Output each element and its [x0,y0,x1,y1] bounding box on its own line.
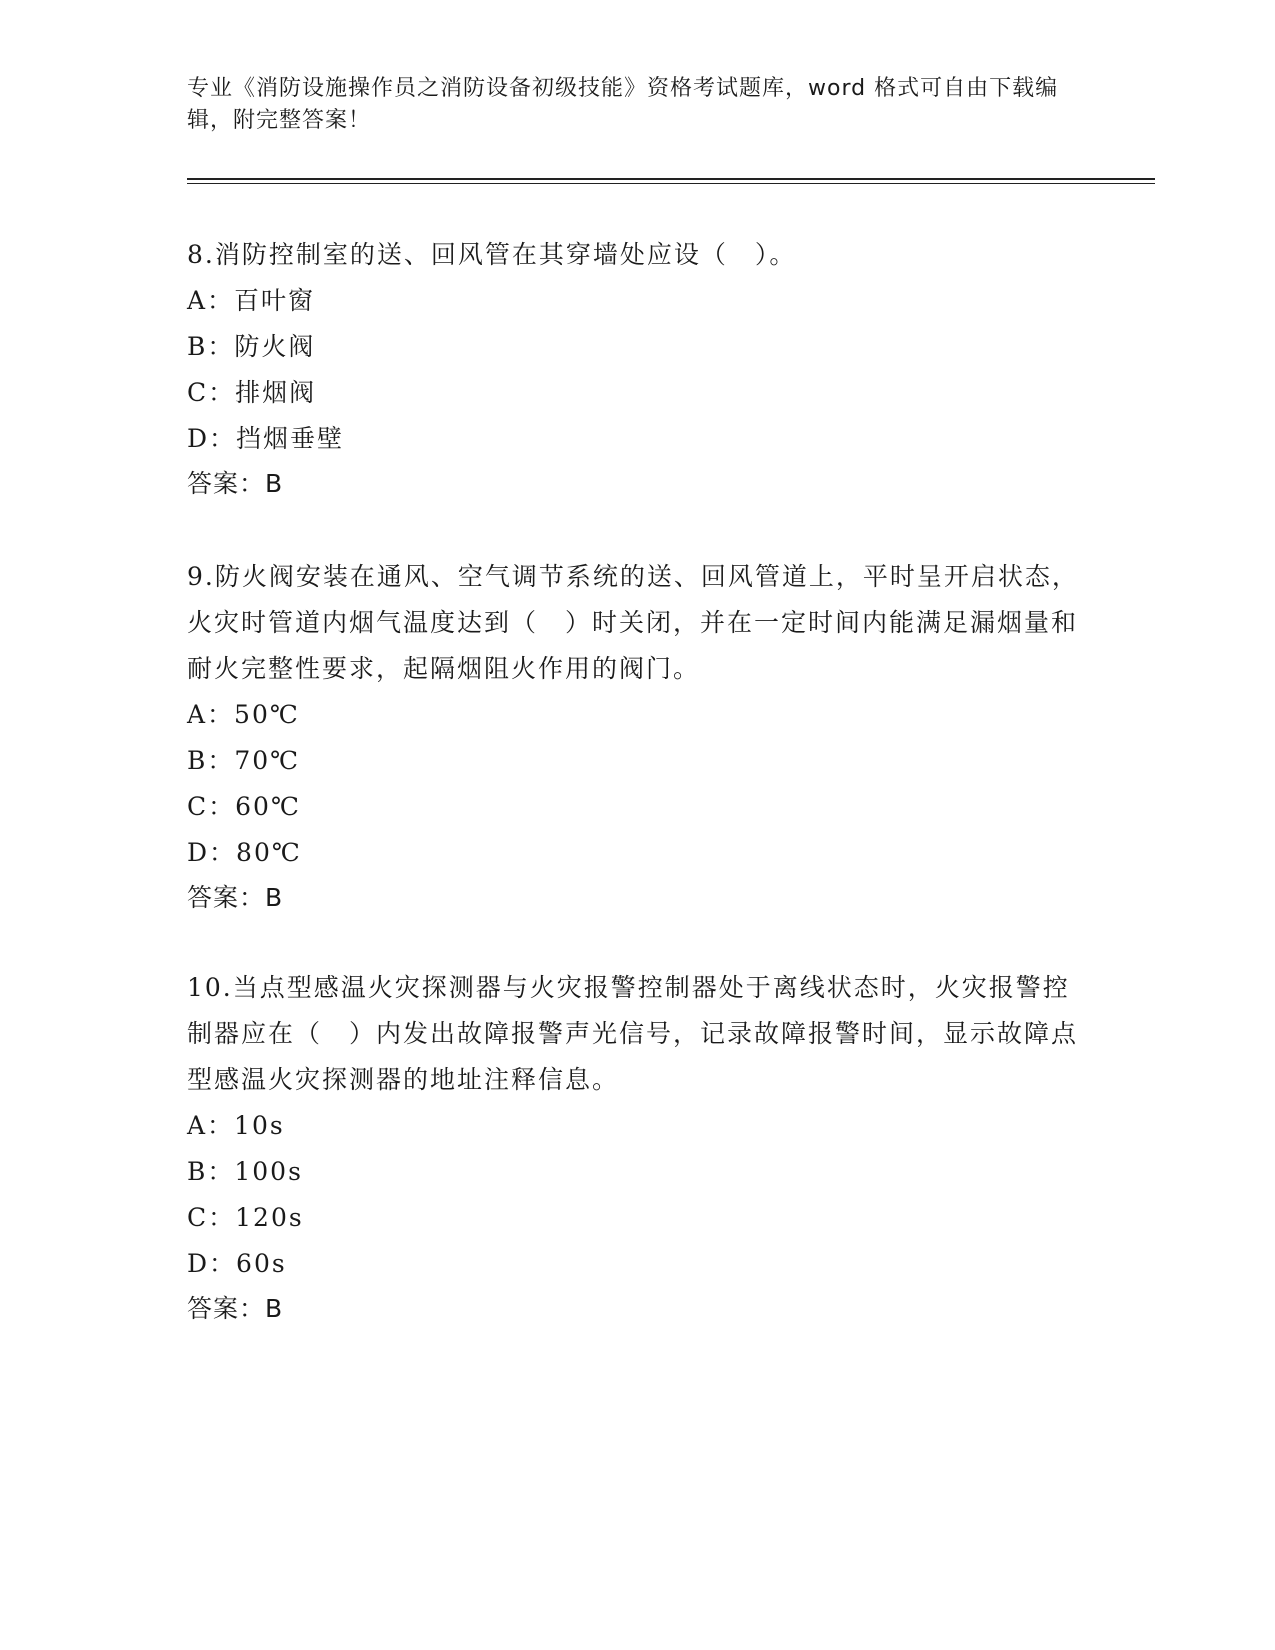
question-9 [187,554,1087,920]
option-a: A：50℃ [187,700,300,729]
option-a: A：百叶窗 [187,286,316,315]
option-d: D：挡烟垂壁 [187,424,345,453]
option-d: D：80℃ [187,838,302,867]
option-b: B：70℃ [187,746,301,775]
option-c: C：120s [187,1203,304,1232]
option-d: D：60s [187,1249,287,1278]
question-stem: 9.防火阀安装在通风、空气调节系统的送、回风管道上，平时呈开启状态，火灾时管道内烟气温度达到（ ）时关闭，并在一定时间内能满足漏烟量和耐火完整性要求，起隔烟阻火作用的阀门。 [187,562,1079,683]
answer-label: 答案：B [187,883,284,912]
question-10 [187,965,1087,1331]
answer-label: 答案：B [187,1294,284,1323]
option-c: C：60℃ [187,792,301,821]
option-c: C：排烟阀 [187,378,317,407]
question-stem: 8.消防控制室的送、回风管在其穿墙处应设（ ）。 [187,240,797,269]
answer-label: 答案：B [187,469,284,498]
option-b: B：100s [187,1157,303,1186]
question-8 [187,232,1087,506]
question-stem: 10.当点型感温火灾探测器与火灾报警控制器处于离线状态时，火灾报警控制器应在（ ）内发出故障报警声光信号，记录故障报警时间，显示故障点型感温火灾探测器的地址注释信息。 [187,973,1079,1094]
document-header: 专业《消防设施操作员之消防设备初级技能》资格考试题库，word 格式可自由下载编辑，附完整答案！ [187,76,1059,133]
header-divider-top [187,178,1155,180]
option-b: B：防火阀 [187,332,316,361]
header-divider-bottom [187,183,1155,184]
option-a: A：10s [187,1111,285,1140]
